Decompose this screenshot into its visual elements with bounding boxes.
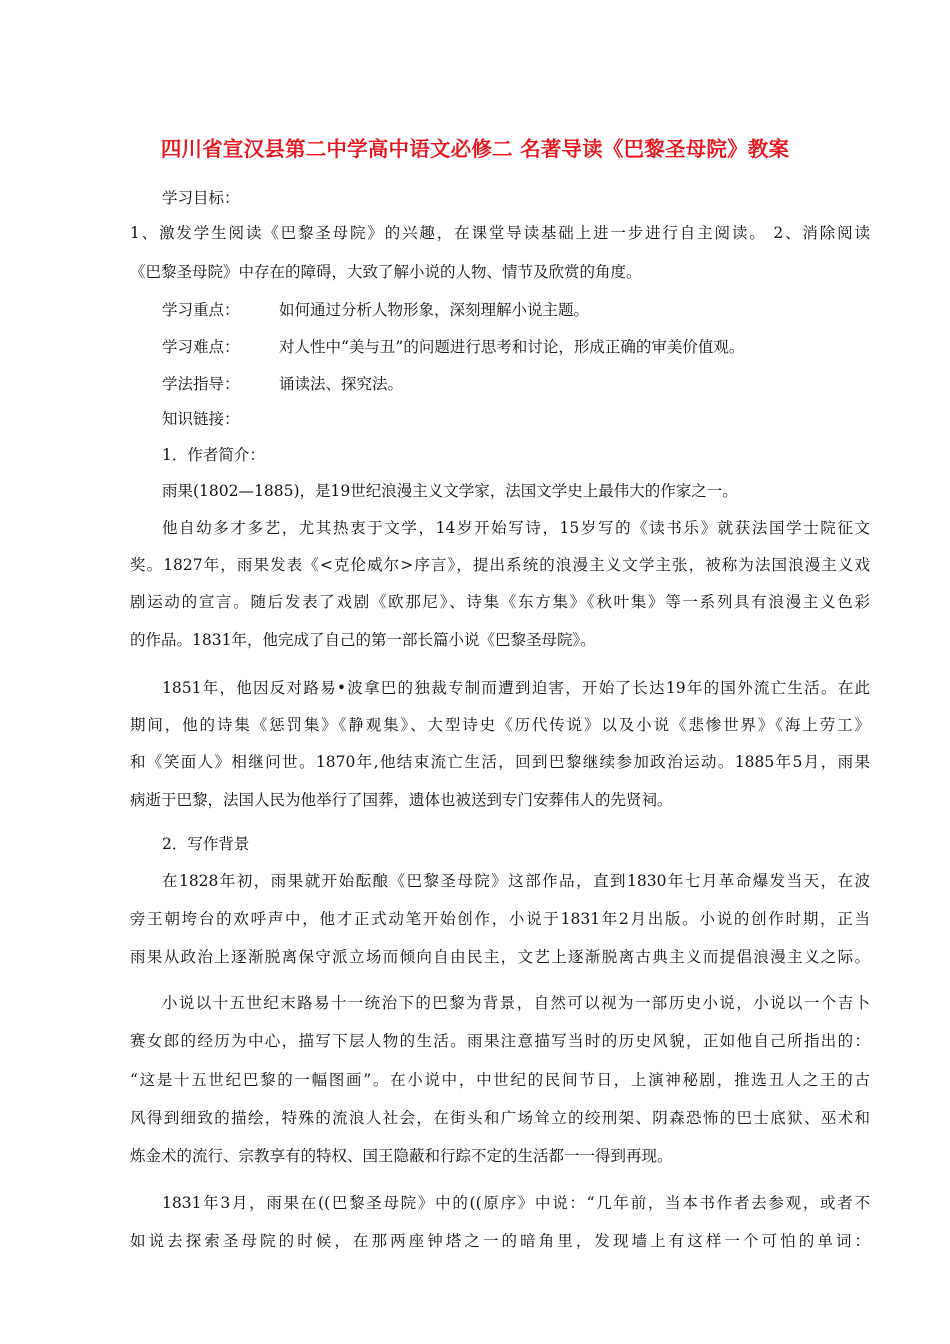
paragraph-line: 奖。1827年，雨果发表《<克伦威尔>序言》，提出系统的浪漫主义文学主张，被称为法国浪漫主义戏	[130, 556, 870, 574]
difficulty-value: 对人性中“美与丑”的问题进行思考和讨论，形成正确的审美价值观。	[279, 338, 745, 356]
method-value: 诵读法、探究法。	[279, 375, 404, 393]
paragraph-line: 在1828年初，雨果就开始酝酿《巴黎圣母院》这部作品，直到1830年七月革命爆发当天，在波	[162, 872, 870, 890]
paragraph-line: 炼金术的流行、宗教享有的特权、国王隐蔽和行踪不定的生活都一一得到再现。	[130, 1147, 673, 1165]
objectives-heading: 学习目标：	[162, 189, 240, 207]
paragraph-line: 小说以十五世纪末路易十一统治下的巴黎为背景，自然可以视为一部历史小说，小说以一个吉卜	[162, 994, 870, 1012]
section-heading-background: 2．写作背景	[162, 835, 250, 853]
paragraph-line: 雨果(1802—1885)，是19世纪浪漫主义文学家，法国文学史上最伟大的作家之一。	[162, 482, 738, 500]
paragraph-line: 旁王朝垮台的欢呼声中，他才正式动笔开始创作，小说于1831年2月出版。小说的创作时期，正当	[130, 910, 870, 928]
paragraph-line: 1851年，他因反对路易•波拿巴的独裁专制而遭到迫害，开始了长达19年的国外流亡生活。在此	[162, 679, 870, 697]
paragraph-line: 剧运动的宣言。随后发表了戏剧《欧那尼》、诗集《东方集》《秋叶集》等一系列具有浪漫主义色彩	[130, 593, 870, 611]
paragraph-line: 他自幼多才多艺，尤其热衷于文学，14岁开始写诗，15岁写的《读书乐》就获法国学士院征文	[162, 519, 870, 537]
paragraph-line: 期间，他的诗集《惩罚集》《静观集》、大型诗史《历代传说》以及小说《悲惨世界》《海上劳工》	[130, 716, 870, 734]
knowledge-heading: 知识链接：	[162, 410, 240, 428]
key-point-label: 学习重点：	[162, 301, 240, 319]
key-point-value: 如何通过分析人物形象，深刻理解小说主题。	[279, 301, 590, 319]
paragraph-line: “这是十五世纪巴黎的一幅图画”。在小说中，中世纪的民间节日，上演神秘剧，推选丑人之王的古	[130, 1071, 870, 1089]
paragraph-line: 的作品。1831年，他完成了自己的第一部长篇小说《巴黎圣母院》。	[130, 631, 596, 649]
paragraph-line: 雨果从政治上逐渐脱离保守派立场而倾向自由民主，文艺上逐渐脱离古典主义而提倡浪漫主义之际。	[130, 948, 870, 966]
difficulty-label: 学习难点：	[162, 338, 240, 356]
paragraph-line: 1831年3月，雨果在((巴黎圣母院》中的((原序》中说：“几年前，当本书作者去参观，或者不	[162, 1194, 870, 1212]
method-label: 学法指导：	[162, 375, 240, 393]
paragraph-line: 如说去探索圣母院的时候，在那两座钟塔之一的暗角里，发现墙上有这样一个可怕的单词：	[130, 1232, 870, 1250]
section-heading-author: 1．作者简介：	[162, 446, 265, 464]
paragraph-line: 病逝于巴黎，法国人民为他举行了国葬，遗体也被送到专门安葬伟人的先贤祠。	[130, 791, 673, 809]
paragraph-line: 赛女郎的经历为中心，描写下层人物的生活。雨果注意描写当时的历史风貌，正如他自己所指出的：	[130, 1032, 870, 1050]
paragraph-line: 风得到细致的描绘，特殊的流浪人社会，在街头和广场耸立的绞刑架、阴森恐怖的巴士底狱、巫术和	[130, 1109, 870, 1127]
objectives-line: 《巴黎圣母院》中存在的障碍，大致了解小说的人物、情节及欣赏的角度。	[130, 263, 642, 281]
objectives-line: 1、激发学生阅读《巴黎圣母院》的兴趣，在课堂导读基础上进一步进行自主阅读。 2、消除阅读	[130, 224, 870, 242]
paragraph-line: 和《笑面人》相继问世。1870年,他结束流亡生活，回到巴黎继续参加政治运动。1885年5月，雨果	[130, 753, 870, 771]
document-title: 四川省宣汉县第二中学高中语文必修二 名著导读《巴黎圣母院》教案	[160, 137, 790, 161]
